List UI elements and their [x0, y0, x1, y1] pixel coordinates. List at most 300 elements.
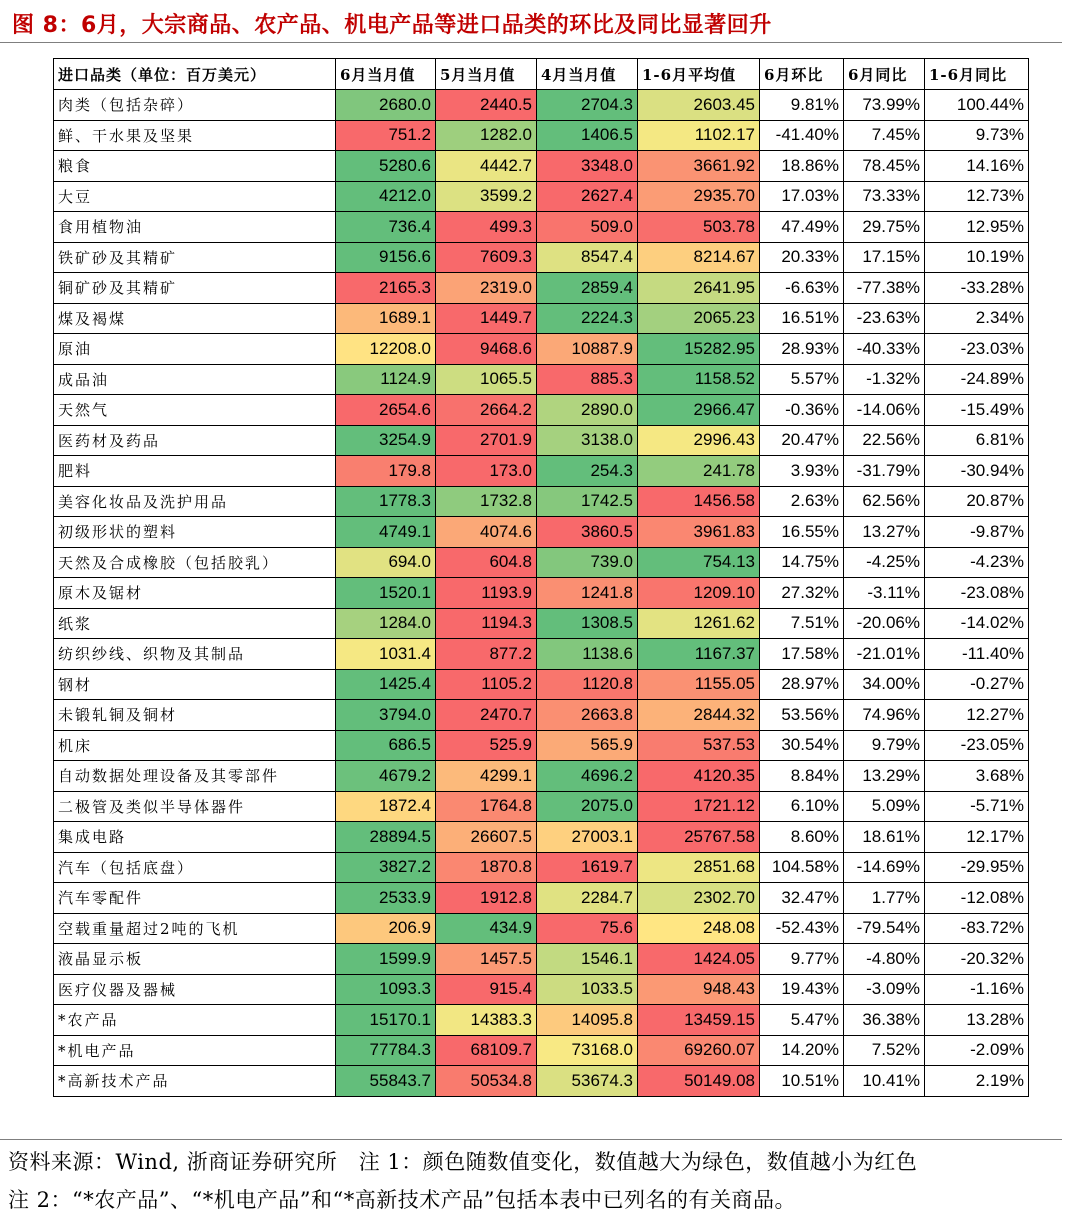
- table-row: [54, 822, 1029, 853]
- yoy-cell: 73.99%: [844, 90, 925, 121]
- value-cell: 248.08: [638, 913, 760, 944]
- value-cell: 1193.9: [436, 578, 537, 609]
- value-cell: 2935.70: [638, 181, 760, 212]
- value-cell: 1093.3: [336, 974, 436, 1005]
- mom-cell: 20.33%: [760, 242, 844, 273]
- mom-cell: 19.43%: [760, 974, 844, 1005]
- ytd-yoy-cell: -15.49%: [925, 395, 1029, 426]
- yoy-cell: 9.79%: [844, 730, 925, 761]
- value-cell: 1457.5: [436, 944, 537, 975]
- mom-cell: 14.75%: [760, 547, 844, 578]
- row-category: 成品油: [54, 364, 336, 395]
- table-row: [54, 334, 1029, 365]
- value-cell: 2680.0: [336, 90, 436, 121]
- value-cell: 2065.23: [638, 303, 760, 334]
- value-cell: 2844.32: [638, 700, 760, 731]
- header-category: 进口品类（单位：百万美元）: [54, 59, 336, 90]
- yoy-cell: 74.96%: [844, 700, 925, 731]
- table-row: [54, 578, 1029, 609]
- table-row: [54, 212, 1029, 243]
- value-cell: 2890.0: [537, 395, 638, 426]
- row-category: 液晶显示板: [54, 944, 336, 975]
- value-cell: 1155.05: [638, 669, 760, 700]
- value-cell: 7609.3: [436, 242, 537, 273]
- value-cell: 4679.2: [336, 761, 436, 792]
- value-cell: 14095.8: [537, 1005, 638, 1036]
- mom-cell: -0.36%: [760, 395, 844, 426]
- value-cell: 4120.35: [638, 761, 760, 792]
- value-cell: 2663.8: [537, 700, 638, 731]
- value-cell: 25767.58: [638, 822, 760, 853]
- mom-cell: 3.93%: [760, 456, 844, 487]
- mom-cell: 6.10%: [760, 791, 844, 822]
- yoy-cell: 78.45%: [844, 151, 925, 182]
- table-row: [54, 639, 1029, 670]
- row-category: 未锻轧铜及铜材: [54, 700, 336, 731]
- value-cell: 2075.0: [537, 791, 638, 822]
- value-cell: 3961.83: [638, 517, 760, 548]
- yoy-cell: 13.27%: [844, 517, 925, 548]
- import-table: [53, 58, 1029, 1097]
- value-cell: 736.4: [336, 212, 436, 243]
- value-cell: 1105.2: [436, 669, 537, 700]
- value-cell: 3661.92: [638, 151, 760, 182]
- table-row: [54, 944, 1029, 975]
- table-row: [54, 273, 1029, 304]
- table-row: [54, 974, 1029, 1005]
- ytd-yoy-cell: -83.72%: [925, 913, 1029, 944]
- ytd-yoy-cell: -30.94%: [925, 456, 1029, 487]
- ytd-yoy-cell: -29.95%: [925, 852, 1029, 883]
- value-cell: 525.9: [436, 730, 537, 761]
- row-category: 空载重量超过2吨的飞机: [54, 913, 336, 944]
- table-row: [54, 761, 1029, 792]
- value-cell: 1425.4: [336, 669, 436, 700]
- value-cell: 877.2: [436, 639, 537, 670]
- value-cell: 1872.4: [336, 791, 436, 822]
- row-category: 美容化妆品及洗护用品: [54, 486, 336, 517]
- table-row: [54, 456, 1029, 487]
- header-mom: 6月环比: [760, 59, 844, 90]
- value-cell: 1102.17: [638, 120, 760, 151]
- mom-cell: 28.93%: [760, 334, 844, 365]
- yoy-cell: -31.79%: [844, 456, 925, 487]
- value-cell: 68109.7: [436, 1035, 537, 1066]
- row-category: 原油: [54, 334, 336, 365]
- value-cell: 3138.0: [537, 425, 638, 456]
- value-cell: 751.2: [336, 120, 436, 151]
- yoy-cell: 73.33%: [844, 181, 925, 212]
- mom-cell: 5.47%: [760, 1005, 844, 1036]
- yoy-cell: 62.56%: [844, 486, 925, 517]
- row-category: *机电产品: [54, 1035, 336, 1066]
- value-cell: 55843.7: [336, 1066, 436, 1097]
- yoy-cell: -79.54%: [844, 913, 925, 944]
- table-header-row: [54, 59, 1029, 90]
- ytd-yoy-cell: 14.16%: [925, 151, 1029, 182]
- row-category: 医药材及药品: [54, 425, 336, 456]
- header-apr: 4月当月值: [537, 59, 638, 90]
- value-cell: 1031.4: [336, 639, 436, 670]
- value-cell: 2704.3: [537, 90, 638, 121]
- figure-title: 图 8：6月，大宗商品、农产品、机电产品等进口品类的环比及同比显著回升: [12, 13, 772, 38]
- top-rule: [0, 42, 1062, 43]
- mom-cell: 104.58%: [760, 852, 844, 883]
- ytd-yoy-cell: -11.40%: [925, 639, 1029, 670]
- yoy-cell: -1.32%: [844, 364, 925, 395]
- value-cell: 686.5: [336, 730, 436, 761]
- mom-cell: 47.49%: [760, 212, 844, 243]
- table-row: [54, 700, 1029, 731]
- ytd-yoy-cell: 10.19%: [925, 242, 1029, 273]
- value-cell: 537.53: [638, 730, 760, 761]
- value-cell: 948.43: [638, 974, 760, 1005]
- value-cell: 2859.4: [537, 273, 638, 304]
- value-cell: 27003.1: [537, 822, 638, 853]
- row-category: 纸浆: [54, 608, 336, 639]
- yoy-cell: 36.38%: [844, 1005, 925, 1036]
- value-cell: 9156.6: [336, 242, 436, 273]
- value-cell: 2603.45: [638, 90, 760, 121]
- source-note: 资料来源：Wind, 浙商证券研究所 注 1：颜色随数值变化，数值越大为绿色，数值越小为红色: [8, 1150, 918, 1174]
- mom-cell: 16.51%: [760, 303, 844, 334]
- value-cell: 1158.52: [638, 364, 760, 395]
- header-avg: 1-6月平均值: [638, 59, 760, 90]
- row-category: 煤及褐煤: [54, 303, 336, 334]
- table-row: [54, 1066, 1029, 1097]
- table-row: [54, 303, 1029, 334]
- row-category: 粮食: [54, 151, 336, 182]
- mom-cell: 8.84%: [760, 761, 844, 792]
- value-cell: 28894.5: [336, 822, 436, 853]
- value-cell: 1120.8: [537, 669, 638, 700]
- mom-cell: 5.57%: [760, 364, 844, 395]
- mom-cell: 7.51%: [760, 608, 844, 639]
- value-cell: 3827.2: [336, 852, 436, 883]
- mom-cell: 18.86%: [760, 151, 844, 182]
- ytd-yoy-cell: -14.02%: [925, 608, 1029, 639]
- ytd-yoy-cell: 13.28%: [925, 1005, 1029, 1036]
- mom-cell: 10.51%: [760, 1066, 844, 1097]
- mom-cell: 9.81%: [760, 90, 844, 121]
- value-cell: 1721.12: [638, 791, 760, 822]
- ytd-yoy-cell: -23.03%: [925, 334, 1029, 365]
- value-cell: 3254.9: [336, 425, 436, 456]
- header-jun: 6月当月值: [336, 59, 436, 90]
- yoy-cell: 10.41%: [844, 1066, 925, 1097]
- value-cell: 173.0: [436, 456, 537, 487]
- yoy-cell: -77.38%: [844, 273, 925, 304]
- mom-cell: -6.63%: [760, 273, 844, 304]
- table-row: [54, 486, 1029, 517]
- table-row: [54, 120, 1029, 151]
- yoy-cell: 34.00%: [844, 669, 925, 700]
- row-category: 自动数据处理设备及其零部件: [54, 761, 336, 792]
- value-cell: 1033.5: [537, 974, 638, 1005]
- table-row: [54, 669, 1029, 700]
- row-category: 集成电路: [54, 822, 336, 853]
- value-cell: 8547.4: [537, 242, 638, 273]
- value-cell: 1619.7: [537, 852, 638, 883]
- value-cell: 1308.5: [537, 608, 638, 639]
- value-cell: 1912.8: [436, 883, 537, 914]
- value-cell: 1764.8: [436, 791, 537, 822]
- ytd-yoy-cell: 2.34%: [925, 303, 1029, 334]
- value-cell: 1065.5: [436, 364, 537, 395]
- value-cell: 1209.10: [638, 578, 760, 609]
- row-category: 天然气: [54, 395, 336, 426]
- value-cell: 1742.5: [537, 486, 638, 517]
- mom-cell: 14.20%: [760, 1035, 844, 1066]
- ytd-yoy-cell: 6.81%: [925, 425, 1029, 456]
- ytd-yoy-cell: 9.73%: [925, 120, 1029, 151]
- table-row: [54, 1005, 1029, 1036]
- value-cell: 1241.8: [537, 578, 638, 609]
- ytd-yoy-cell: -20.32%: [925, 944, 1029, 975]
- value-cell: 4074.6: [436, 517, 537, 548]
- table-row: [54, 151, 1029, 182]
- value-cell: 1138.6: [537, 639, 638, 670]
- table-row: [54, 90, 1029, 121]
- value-cell: 1167.37: [638, 639, 760, 670]
- table-row: [54, 425, 1029, 456]
- value-cell: 3794.0: [336, 700, 436, 731]
- row-category: 纺织纱线、织物及其制品: [54, 639, 336, 670]
- value-cell: 4442.7: [436, 151, 537, 182]
- value-cell: 14383.3: [436, 1005, 537, 1036]
- yoy-cell: 7.45%: [844, 120, 925, 151]
- value-cell: 10887.9: [537, 334, 638, 365]
- bottom-rule: [0, 1139, 1062, 1140]
- yoy-cell: -4.25%: [844, 547, 925, 578]
- value-cell: 4212.0: [336, 181, 436, 212]
- row-category: 医疗仪器及器械: [54, 974, 336, 1005]
- ytd-yoy-cell: -23.08%: [925, 578, 1029, 609]
- value-cell: 1689.1: [336, 303, 436, 334]
- value-cell: 2165.3: [336, 273, 436, 304]
- mom-cell: 9.77%: [760, 944, 844, 975]
- yoy-cell: -4.80%: [844, 944, 925, 975]
- mom-cell: -52.43%: [760, 913, 844, 944]
- value-cell: 26607.5: [436, 822, 537, 853]
- row-category: *高新技术产品: [54, 1066, 336, 1097]
- value-cell: 69260.07: [638, 1035, 760, 1066]
- header-ytd-yoy: 1-6月同比: [925, 59, 1029, 90]
- yoy-cell: 13.29%: [844, 761, 925, 792]
- value-cell: 50149.08: [638, 1066, 760, 1097]
- row-category: 肥料: [54, 456, 336, 487]
- yoy-cell: 5.09%: [844, 791, 925, 822]
- value-cell: 2641.95: [638, 273, 760, 304]
- value-cell: 1599.9: [336, 944, 436, 975]
- value-cell: 2302.70: [638, 883, 760, 914]
- yoy-cell: 18.61%: [844, 822, 925, 853]
- value-cell: 1870.8: [436, 852, 537, 883]
- yoy-cell: -14.06%: [844, 395, 925, 426]
- value-cell: 9468.6: [436, 334, 537, 365]
- ytd-yoy-cell: -9.87%: [925, 517, 1029, 548]
- value-cell: 1284.0: [336, 608, 436, 639]
- value-cell: 5280.6: [336, 151, 436, 182]
- value-cell: 3599.2: [436, 181, 537, 212]
- row-category: 食用植物油: [54, 212, 336, 243]
- header-may: 5月当月值: [436, 59, 537, 90]
- mom-cell: 28.97%: [760, 669, 844, 700]
- value-cell: 754.13: [638, 547, 760, 578]
- table-row: [54, 791, 1029, 822]
- value-cell: 15282.95: [638, 334, 760, 365]
- yoy-cell: -23.63%: [844, 303, 925, 334]
- mom-cell: 32.47%: [760, 883, 844, 914]
- row-category: 初级形状的塑料: [54, 517, 336, 548]
- value-cell: 4749.1: [336, 517, 436, 548]
- row-category: 肉类（包括杂碎）: [54, 90, 336, 121]
- value-cell: 13459.15: [638, 1005, 760, 1036]
- value-cell: 254.3: [537, 456, 638, 487]
- value-cell: 499.3: [436, 212, 537, 243]
- value-cell: 8214.67: [638, 242, 760, 273]
- ytd-yoy-cell: -1.16%: [925, 974, 1029, 1005]
- row-category: 大豆: [54, 181, 336, 212]
- table-row: [54, 852, 1029, 883]
- ytd-yoy-cell: -23.05%: [925, 730, 1029, 761]
- mom-cell: 2.63%: [760, 486, 844, 517]
- value-cell: 15170.1: [336, 1005, 436, 1036]
- value-cell: 2440.5: [436, 90, 537, 121]
- ytd-yoy-cell: -0.27%: [925, 669, 1029, 700]
- value-cell: 2654.6: [336, 395, 436, 426]
- ytd-yoy-cell: 2.19%: [925, 1066, 1029, 1097]
- row-category: 汽车（包括底盘）: [54, 852, 336, 883]
- value-cell: 77784.3: [336, 1035, 436, 1066]
- footnote-2: 注 2：“*农产品”、“*机电产品”和“*高新技术产品”包括本表中已列名的有关商品。: [8, 1188, 796, 1212]
- mom-cell: 16.55%: [760, 517, 844, 548]
- value-cell: 2627.4: [537, 181, 638, 212]
- value-cell: 1520.1: [336, 578, 436, 609]
- table-row: [54, 883, 1029, 914]
- mom-cell: 53.56%: [760, 700, 844, 731]
- value-cell: 12208.0: [336, 334, 436, 365]
- value-cell: 739.0: [537, 547, 638, 578]
- row-category: 铜矿砂及其精矿: [54, 273, 336, 304]
- value-cell: 1406.5: [537, 120, 638, 151]
- row-category: 原木及锯材: [54, 578, 336, 609]
- value-cell: 1261.62: [638, 608, 760, 639]
- ytd-yoy-cell: -4.23%: [925, 547, 1029, 578]
- value-cell: 565.9: [537, 730, 638, 761]
- value-cell: 53674.3: [537, 1066, 638, 1097]
- ytd-yoy-cell: -33.28%: [925, 273, 1029, 304]
- value-cell: 73168.0: [537, 1035, 638, 1066]
- value-cell: 1424.05: [638, 944, 760, 975]
- table-row: [54, 181, 1029, 212]
- row-category: 鲜、干水果及坚果: [54, 120, 336, 151]
- table-row: [54, 242, 1029, 273]
- value-cell: 50534.8: [436, 1066, 537, 1097]
- value-cell: 915.4: [436, 974, 537, 1005]
- mom-cell: 27.32%: [760, 578, 844, 609]
- ytd-yoy-cell: -24.89%: [925, 364, 1029, 395]
- value-cell: 2224.3: [537, 303, 638, 334]
- mom-cell: 8.60%: [760, 822, 844, 853]
- yoy-cell: 22.56%: [844, 425, 925, 456]
- value-cell: 4299.1: [436, 761, 537, 792]
- table-row: [54, 1035, 1029, 1066]
- value-cell: 2966.47: [638, 395, 760, 426]
- value-cell: 2701.9: [436, 425, 537, 456]
- mom-cell: 17.03%: [760, 181, 844, 212]
- ytd-yoy-cell: -5.71%: [925, 791, 1029, 822]
- value-cell: 1449.7: [436, 303, 537, 334]
- value-cell: 509.0: [537, 212, 638, 243]
- ytd-yoy-cell: 12.27%: [925, 700, 1029, 731]
- value-cell: 2533.9: [336, 883, 436, 914]
- yoy-cell: -14.69%: [844, 852, 925, 883]
- value-cell: 604.8: [436, 547, 537, 578]
- value-cell: 2470.7: [436, 700, 537, 731]
- row-category: 汽车零配件: [54, 883, 336, 914]
- value-cell: 694.0: [336, 547, 436, 578]
- ytd-yoy-cell: 100.44%: [925, 90, 1029, 121]
- table-row: [54, 730, 1029, 761]
- row-category: *农产品: [54, 1005, 336, 1036]
- ytd-yoy-cell: 12.17%: [925, 822, 1029, 853]
- value-cell: 1778.3: [336, 486, 436, 517]
- value-cell: 3860.5: [537, 517, 638, 548]
- value-cell: 4696.2: [537, 761, 638, 792]
- row-category: 天然及合成橡胶（包括胶乳）: [54, 547, 336, 578]
- ytd-yoy-cell: 12.73%: [925, 181, 1029, 212]
- yoy-cell: -3.11%: [844, 578, 925, 609]
- value-cell: 1546.1: [537, 944, 638, 975]
- mom-cell: 17.58%: [760, 639, 844, 670]
- yoy-cell: -20.06%: [844, 608, 925, 639]
- ytd-yoy-cell: -12.08%: [925, 883, 1029, 914]
- table-row: [54, 547, 1029, 578]
- row-category: 二极管及类似半导体器件: [54, 791, 336, 822]
- value-cell: 2664.2: [436, 395, 537, 426]
- value-cell: 1456.58: [638, 486, 760, 517]
- table-row: [54, 913, 1029, 944]
- table-row: [54, 608, 1029, 639]
- yoy-cell: 7.52%: [844, 1035, 925, 1066]
- yoy-cell: 29.75%: [844, 212, 925, 243]
- value-cell: 2319.0: [436, 273, 537, 304]
- value-cell: 885.3: [537, 364, 638, 395]
- mom-cell: 30.54%: [760, 730, 844, 761]
- value-cell: 3348.0: [537, 151, 638, 182]
- value-cell: 241.78: [638, 456, 760, 487]
- value-cell: 503.78: [638, 212, 760, 243]
- header-yoy: 6月同比: [844, 59, 925, 90]
- yoy-cell: 17.15%: [844, 242, 925, 273]
- row-category: 钢材: [54, 669, 336, 700]
- value-cell: 1282.0: [436, 120, 537, 151]
- mom-cell: 20.47%: [760, 425, 844, 456]
- yoy-cell: -40.33%: [844, 334, 925, 365]
- value-cell: 434.9: [436, 913, 537, 944]
- ytd-yoy-cell: -2.09%: [925, 1035, 1029, 1066]
- yoy-cell: -21.01%: [844, 639, 925, 670]
- mom-cell: -41.40%: [760, 120, 844, 151]
- value-cell: 2851.68: [638, 852, 760, 883]
- row-category: 铁矿砂及其精矿: [54, 242, 336, 273]
- table-row: [54, 364, 1029, 395]
- value-cell: 179.8: [336, 456, 436, 487]
- ytd-yoy-cell: 3.68%: [925, 761, 1029, 792]
- value-cell: 75.6: [537, 913, 638, 944]
- value-cell: 1124.9: [336, 364, 436, 395]
